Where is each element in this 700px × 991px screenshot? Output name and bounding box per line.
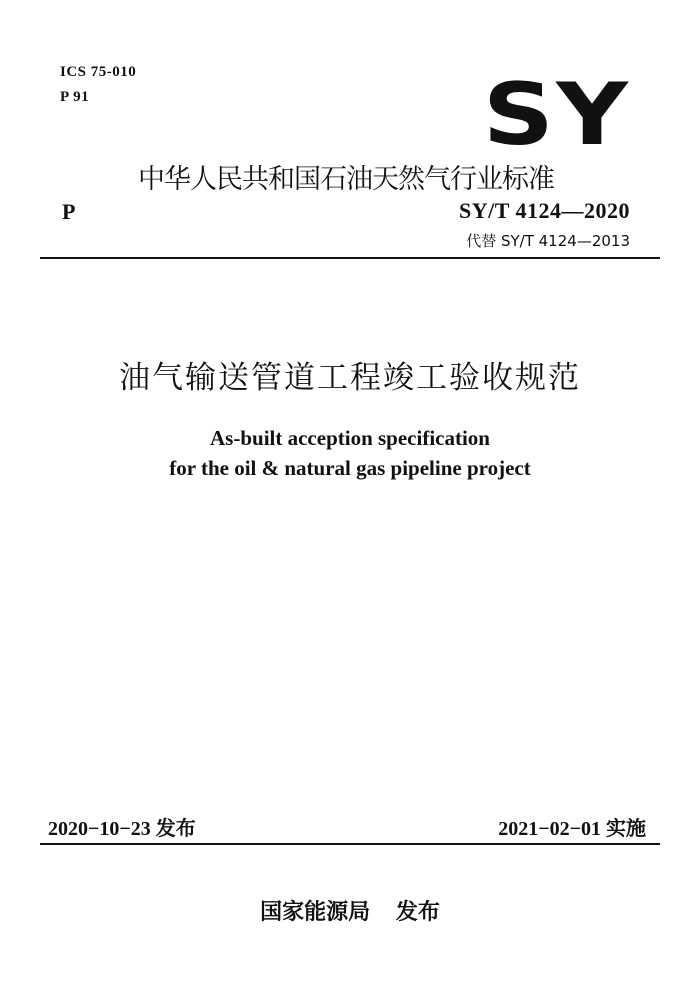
title-english-line-1: As-built acception specification [210, 426, 490, 450]
publisher: 国家能源局 发布 [260, 900, 440, 925]
issue-date: 2020−10−23 [48, 818, 151, 840]
implement-label: 实施 [606, 816, 646, 840]
title-english-line-2: for the oil & natural gas pipeline project [169, 456, 531, 480]
standard-organization: 中华人民共和国石油天然气行业标准 [138, 164, 554, 195]
ics-code: ICS 75-010 [60, 64, 137, 80]
issue-date-block [48, 812, 196, 841]
replaces-standard: 代替 SY/T 4124—2013 [466, 232, 630, 250]
classification-code: P 91 [60, 89, 90, 105]
implement-date: 2021−02−01 [498, 818, 601, 840]
standard-number: SY/T 4124—2020 [458, 198, 630, 223]
bottom-divider [40, 843, 660, 845]
top-divider [40, 257, 660, 259]
issue-label: 发布 [155, 816, 196, 840]
sy-logo: SY [482, 65, 630, 165]
title-chinese: 油气输送管道工程竣工验收规范 [119, 360, 581, 396]
implement-date-block [498, 812, 646, 841]
class-letter: P [62, 199, 76, 224]
